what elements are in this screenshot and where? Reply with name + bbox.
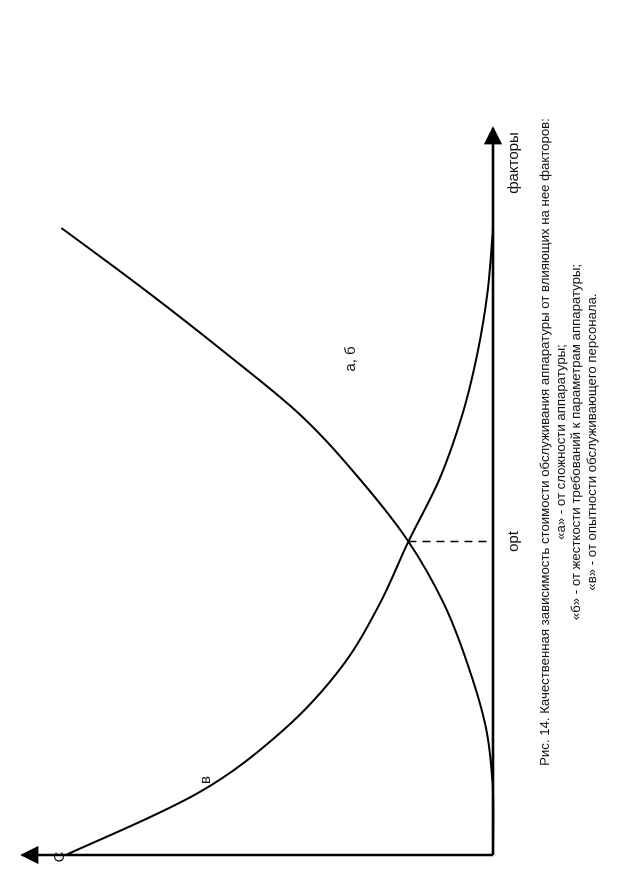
y-axis-label: С [51,851,68,863]
x-axis-label: факторы [505,132,522,194]
series-label-v: в [197,776,214,784]
caption-line-v: «в» - от опытности обслуживающего персонала. [583,293,599,591]
chart-labels [51,132,522,862]
opt-tick-label: opt [505,531,522,552]
caption-line-b: «б» - от жесткости требований к параметрам аппаратуры; [568,263,584,621]
axes [22,128,493,855]
caption-line-a: «а» - от сложности аппаратуры; [552,344,568,540]
figure-caption [537,27,599,857]
series-label-ab: а, б [342,346,359,372]
caption-line-title: Рис. 14. Качественная зависимость стоимости обслуживания аппаратуры от влияющих на нее факторов: [537,118,552,766]
curves [61,228,493,855]
